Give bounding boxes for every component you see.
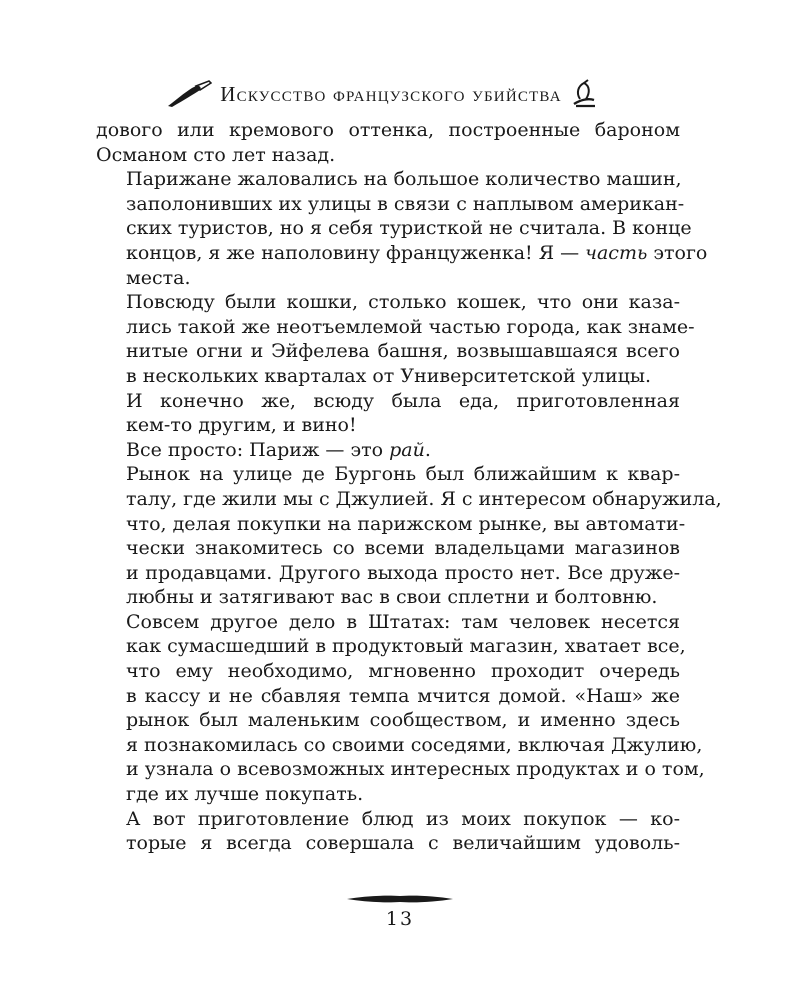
text-line: Османом сто лет назад.: [96, 143, 336, 166]
text-line: заполонивших их улицы в связи с наплывом американ-: [126, 192, 685, 215]
running-header: [162, 76, 602, 112]
folio: [340, 892, 460, 930]
text-run: .: [424, 438, 431, 461]
paragraph: [96, 389, 680, 438]
paragraph: [96, 462, 722, 610]
header-title: Искусство французского убийства: [220, 81, 562, 106]
emphasis-word: часть: [585, 241, 648, 264]
page-number: 13: [385, 908, 415, 930]
whisk-icon: [570, 79, 598, 109]
text-run: этого: [647, 241, 708, 264]
text-line: талу, где жили мы с Джулией. Я с интересом обнаружила,: [126, 487, 722, 510]
text-line: рынок был маленьким сообществом, и именно здесь: [126, 709, 680, 732]
text-line: Парижане жаловались на большое количество машин,: [126, 168, 682, 191]
text-line: что, делая покупки на парижском рынке, вы автомати-: [126, 512, 686, 535]
text-line: нитые огни и Эйфелева башня, возвышавшаяся всего: [126, 340, 680, 363]
paragraph: [96, 438, 680, 463]
text-line: что ему необходимо, мгновенно проходит очередь: [126, 660, 680, 683]
text-line: чески знакомитесь со всеми владельцами магазинов: [126, 537, 680, 560]
text-line: любны и затягивают вас в свои сплетни и болтовню.: [126, 586, 658, 609]
emphasis-word: рай: [389, 438, 425, 461]
text-line: лись такой же неотъемлемой частью города, как знаме-: [126, 315, 695, 338]
text-line: дового или кремового оттенка, построенные бароном: [96, 119, 680, 141]
text-line: в кассу и не сбавляя темпа мчится домой. «Наш» же: [126, 684, 680, 707]
text-run: Все просто: Париж — это: [126, 438, 390, 461]
paragraph: [96, 118, 680, 167]
text-line: Рынок на улице де Бургонь был ближайшим к квар-: [126, 463, 680, 486]
paragraph: [96, 167, 708, 290]
text-line: и продавцами. Другого выхода просто нет. Все друже-: [126, 561, 680, 584]
text-line: ских туристов, но я себя туристкой не считала. В конце: [126, 217, 692, 240]
text-line: в нескольких кварталах от Университетской улицы.: [126, 364, 652, 387]
text-line: места.: [126, 266, 191, 289]
text-line: я познакомилась со своими соседями, включая Джулию,: [126, 733, 703, 756]
ornament-icon: [345, 892, 455, 906]
text-line: где их лучше покупать.: [126, 783, 364, 806]
body-text: [96, 118, 722, 856]
text-line: как сумасшедший в продуктовый магазин, хватает все,: [126, 635, 686, 658]
text-line: Совсем другое дело в Штатах: там человек несется: [126, 610, 680, 633]
knife-icon: [166, 80, 212, 108]
paragraph: [96, 290, 695, 388]
text-line: [96, 438, 680, 463]
text-line: А вот приготовление блюд из моих покупок — ко-: [126, 807, 680, 830]
paragraph: [96, 807, 680, 856]
text-line: Повсюду были кошки, столько кошек, что они каза-: [126, 291, 680, 314]
text-line: кем-то другим, и вино!: [126, 414, 357, 437]
paragraph: [96, 610, 705, 807]
text-line: и узнала о всевозможных интересных продуктах и о том,: [126, 758, 705, 781]
text-run: концов, я же наполовину француженка! Я —: [126, 241, 586, 264]
text-line: торые я всегда совершала с величайшим удоволь-: [126, 832, 680, 855]
text-line: И конечно же, всюду была еда, приготовленная: [126, 389, 680, 412]
text-line: [96, 241, 708, 266]
